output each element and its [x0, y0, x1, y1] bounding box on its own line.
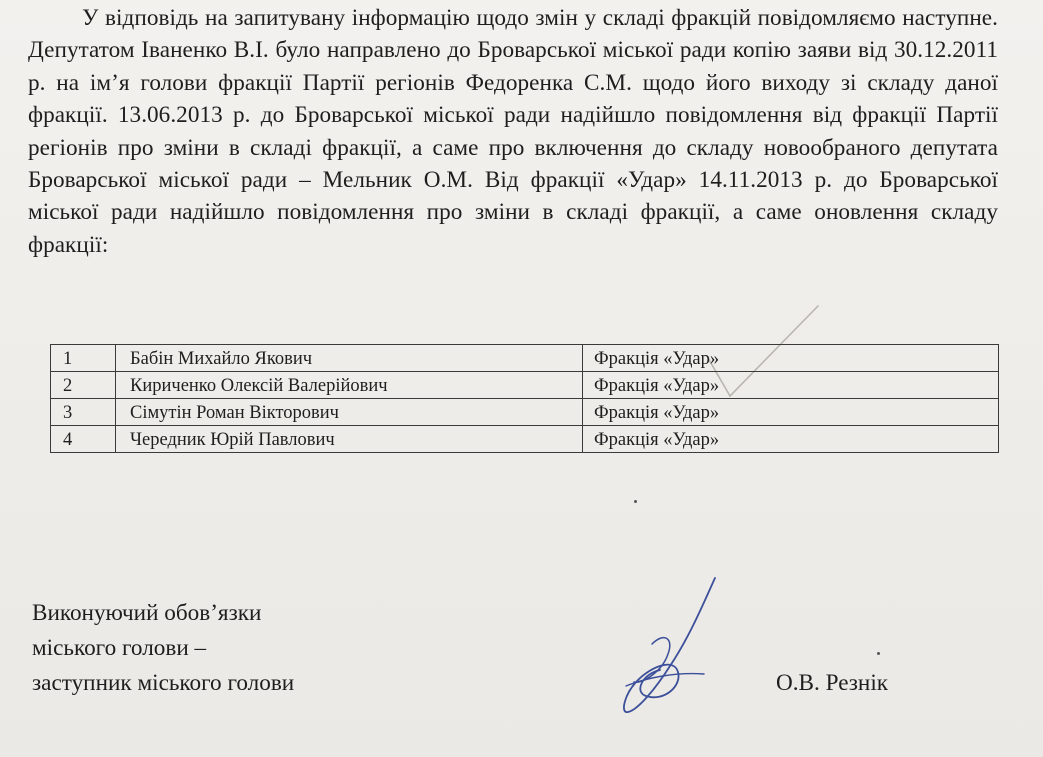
row-number: 4 [51, 426, 116, 453]
row-number: 3 [51, 399, 116, 426]
signatory-title-line: Виконуючий обов’язки [32, 600, 262, 626]
faction-members-table [50, 344, 999, 453]
member-name: Сімутін Роман Вікторович [116, 399, 583, 426]
table-row [51, 399, 999, 426]
letter-body-paragraph: У відповідь на запитувану інформацію щодо змін у складі фракцій повідомляємо наступне. Депутатом Іваненко В.І. було направлено до Броварської міської ради копію заяви від 30.12.2011 р. на ім’я голови фракції Партії регіонів Федоренка С.М. щодо його виходу зі складу даної фракції. 13.06.2013 р. до Броварської міської ради надійшло повідомлення від фракції Партії регіонів про зміни в складі фракції, а саме про включення до складу новообраного депутата Броварської міської ради – Мельник О.М. Від фракції «Удар» 14.11.2013 р. до Броварської міської ради надійшло повідомлення про зміни в складі фракції, а саме оновлення складу фракції: [28, 5, 998, 258]
signatory-title-block [32, 596, 294, 701]
table-row [51, 426, 999, 453]
table-row [51, 345, 999, 372]
signatory-title-line: заступник міського голови [32, 670, 295, 696]
member-faction: Фракція «Удар» [583, 372, 999, 399]
row-number: 1 [51, 345, 116, 372]
member-name: Бабін Михайло Якович [116, 345, 583, 372]
handwritten-signature-icon [612, 574, 722, 720]
scan-speck [634, 500, 637, 503]
member-name: Чередник Юрій Павлович [116, 426, 583, 453]
scan-speck [877, 652, 880, 655]
member-faction: Фракція «Удар» [583, 345, 999, 372]
member-name: Кириченко Олексій Валерійович [116, 372, 583, 399]
signatory-title-line: міського голови – [32, 635, 207, 661]
member-faction: Фракція «Удар» [583, 399, 999, 426]
row-number: 2 [51, 372, 116, 399]
member-faction: Фракція «Удар» [583, 426, 999, 453]
signatory-name: О.В. Резнік [776, 670, 889, 696]
table-row [51, 372, 999, 399]
